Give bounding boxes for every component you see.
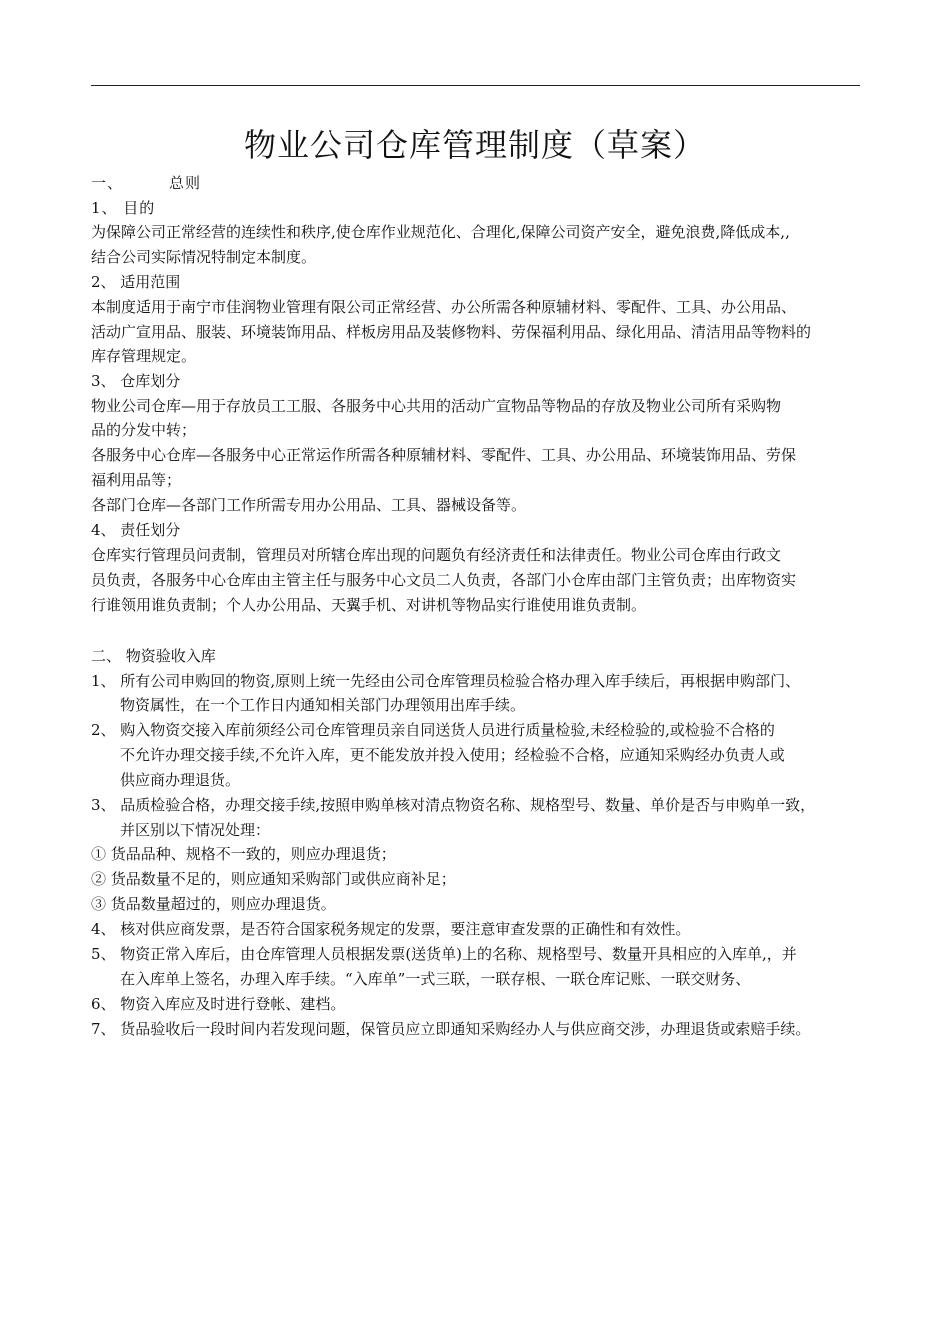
p2-line: 本制度适用于南宁市佳润物业管理有限公司正常经营、办公所需各种原辅材料、零配件、工具、办公用品、 (91, 298, 797, 316)
list-item: 在入库单上签名，办理入库手续。“入库单”一式三联，一联存根、一联仓库记账、一联交财务、 (120, 970, 751, 988)
section1-heading-text: 总则 (169, 174, 202, 192)
p1-line: 结合公司实际情况特制定本制度。 (91, 248, 317, 266)
section1-heading-num: 一、 (91, 174, 124, 192)
p3-line: 物业公司仓库—用于存放员工工服、各服务中心共用的活动广宣物品等物品的存放及物业公司所有采购物 (91, 397, 782, 415)
list-item: 6、 物资入库应及时进行登帐、建档。 (91, 995, 346, 1013)
p3-line: 品的分发中转； (91, 421, 197, 439)
header-rule (91, 85, 860, 86)
list-item: 不允许办理交接手续,不允许入库，更不能发放并投入使用；经检验不合格，应通知采购经办负责人或 (120, 746, 785, 764)
p4-heading: 4、 责任划分 (91, 521, 181, 539)
p1-heading: 1、 目的 (91, 199, 156, 217)
page-title: 物业公司仓库管理制度（草案） (243, 126, 706, 164)
section2-heading: 二、 物资验收入库 (91, 647, 216, 665)
list-item: 5、 物资正常入库后，由仓库管理人员根据发票(送货单)上的名称、规格型号、数量开具相应的入库单,，并 (91, 945, 797, 963)
p2-line: 活动广宣用品、服装、环境装饰用品、样板房用品及装修物料、劳保福利用品、绿化用品、清洁用品等物料的 (91, 323, 812, 341)
list-item: 并区别以下情况处理： (120, 821, 271, 839)
list-item: 3、 品质检验合格，办理交接手续,按照申购单核对清点物资名称、规格型号、数量、单价是否与申购单一致， (91, 796, 816, 814)
list-item: 1、 所有公司申购回的物资,原则上统一先经由公司仓库管理员检验合格办理入库手续后，再根据申购部门、 (91, 672, 801, 690)
list-item: 物资属性，在一个工作日内通知相关部门办理领用出库手续。 (120, 696, 526, 714)
list-item: ③ 货品数量超过的，则应办理退货。 (91, 895, 336, 913)
p2-line: 库存管理规定。 (91, 347, 197, 365)
list-item: ② 货品数量不足的，则应通知采购部门或供应商补足； (91, 870, 456, 888)
list-item: 7、 货品验收后一段时间内若发现问题，保管员应立即通知采购经办人与供应商交涉，办理退货或索赔手续。 (91, 1020, 811, 1038)
p4-line: 行谁领用谁负责制；个人办公用品、天翼手机、对讲机等物品实行谁使用谁负责制。 (91, 596, 647, 614)
p4-line: 员负责，各服务中心仓库由主管主任与服务中心文员二人负责，各部门小仓库由部门主管负责；出库物资实 (91, 571, 797, 589)
p1-line: 为保障公司正常经营的连续性和秩序,使仓库作业规范化、合理化,保障公司资产安全，避免浪费,降低成本,, (91, 223, 790, 241)
p3-line: 福利用品等； (91, 471, 182, 489)
p3-line: 各部门仓库—各部门工作所需专用办公用品、工具、器械设备等。 (91, 496, 527, 514)
list-item: ① 货品品种、规格不一致的，则应办理退货； (91, 845, 396, 863)
list-item: 供应商办理退货。 (120, 771, 241, 789)
p3-line: 各服务中心仓库—各服务中心正常运作所需各种原辅材料、零配件、工具、办公用品、环境装饰用品、劳保 (91, 446, 797, 464)
p3-heading: 3、 仓库划分 (91, 372, 181, 390)
p2-heading: 2、 适用范围 (91, 273, 181, 291)
section1-heading (91, 172, 201, 194)
p4-line: 仓库实行管理员问责制，管理员对所辖仓库出现的问题负有经济责任和法律责任。物业公司仓库由行政文 (91, 546, 782, 564)
list-item: 2、 购入物资交接入库前须经公司仓库管理员亲自同送货人员进行质量检验,未经检验的,或检验不合格的 (91, 721, 775, 739)
list-item: 4、 核对供应商发票，是否符合国家税务规定的发票，要注意审查发票的正确性和有效性。 (91, 920, 691, 938)
